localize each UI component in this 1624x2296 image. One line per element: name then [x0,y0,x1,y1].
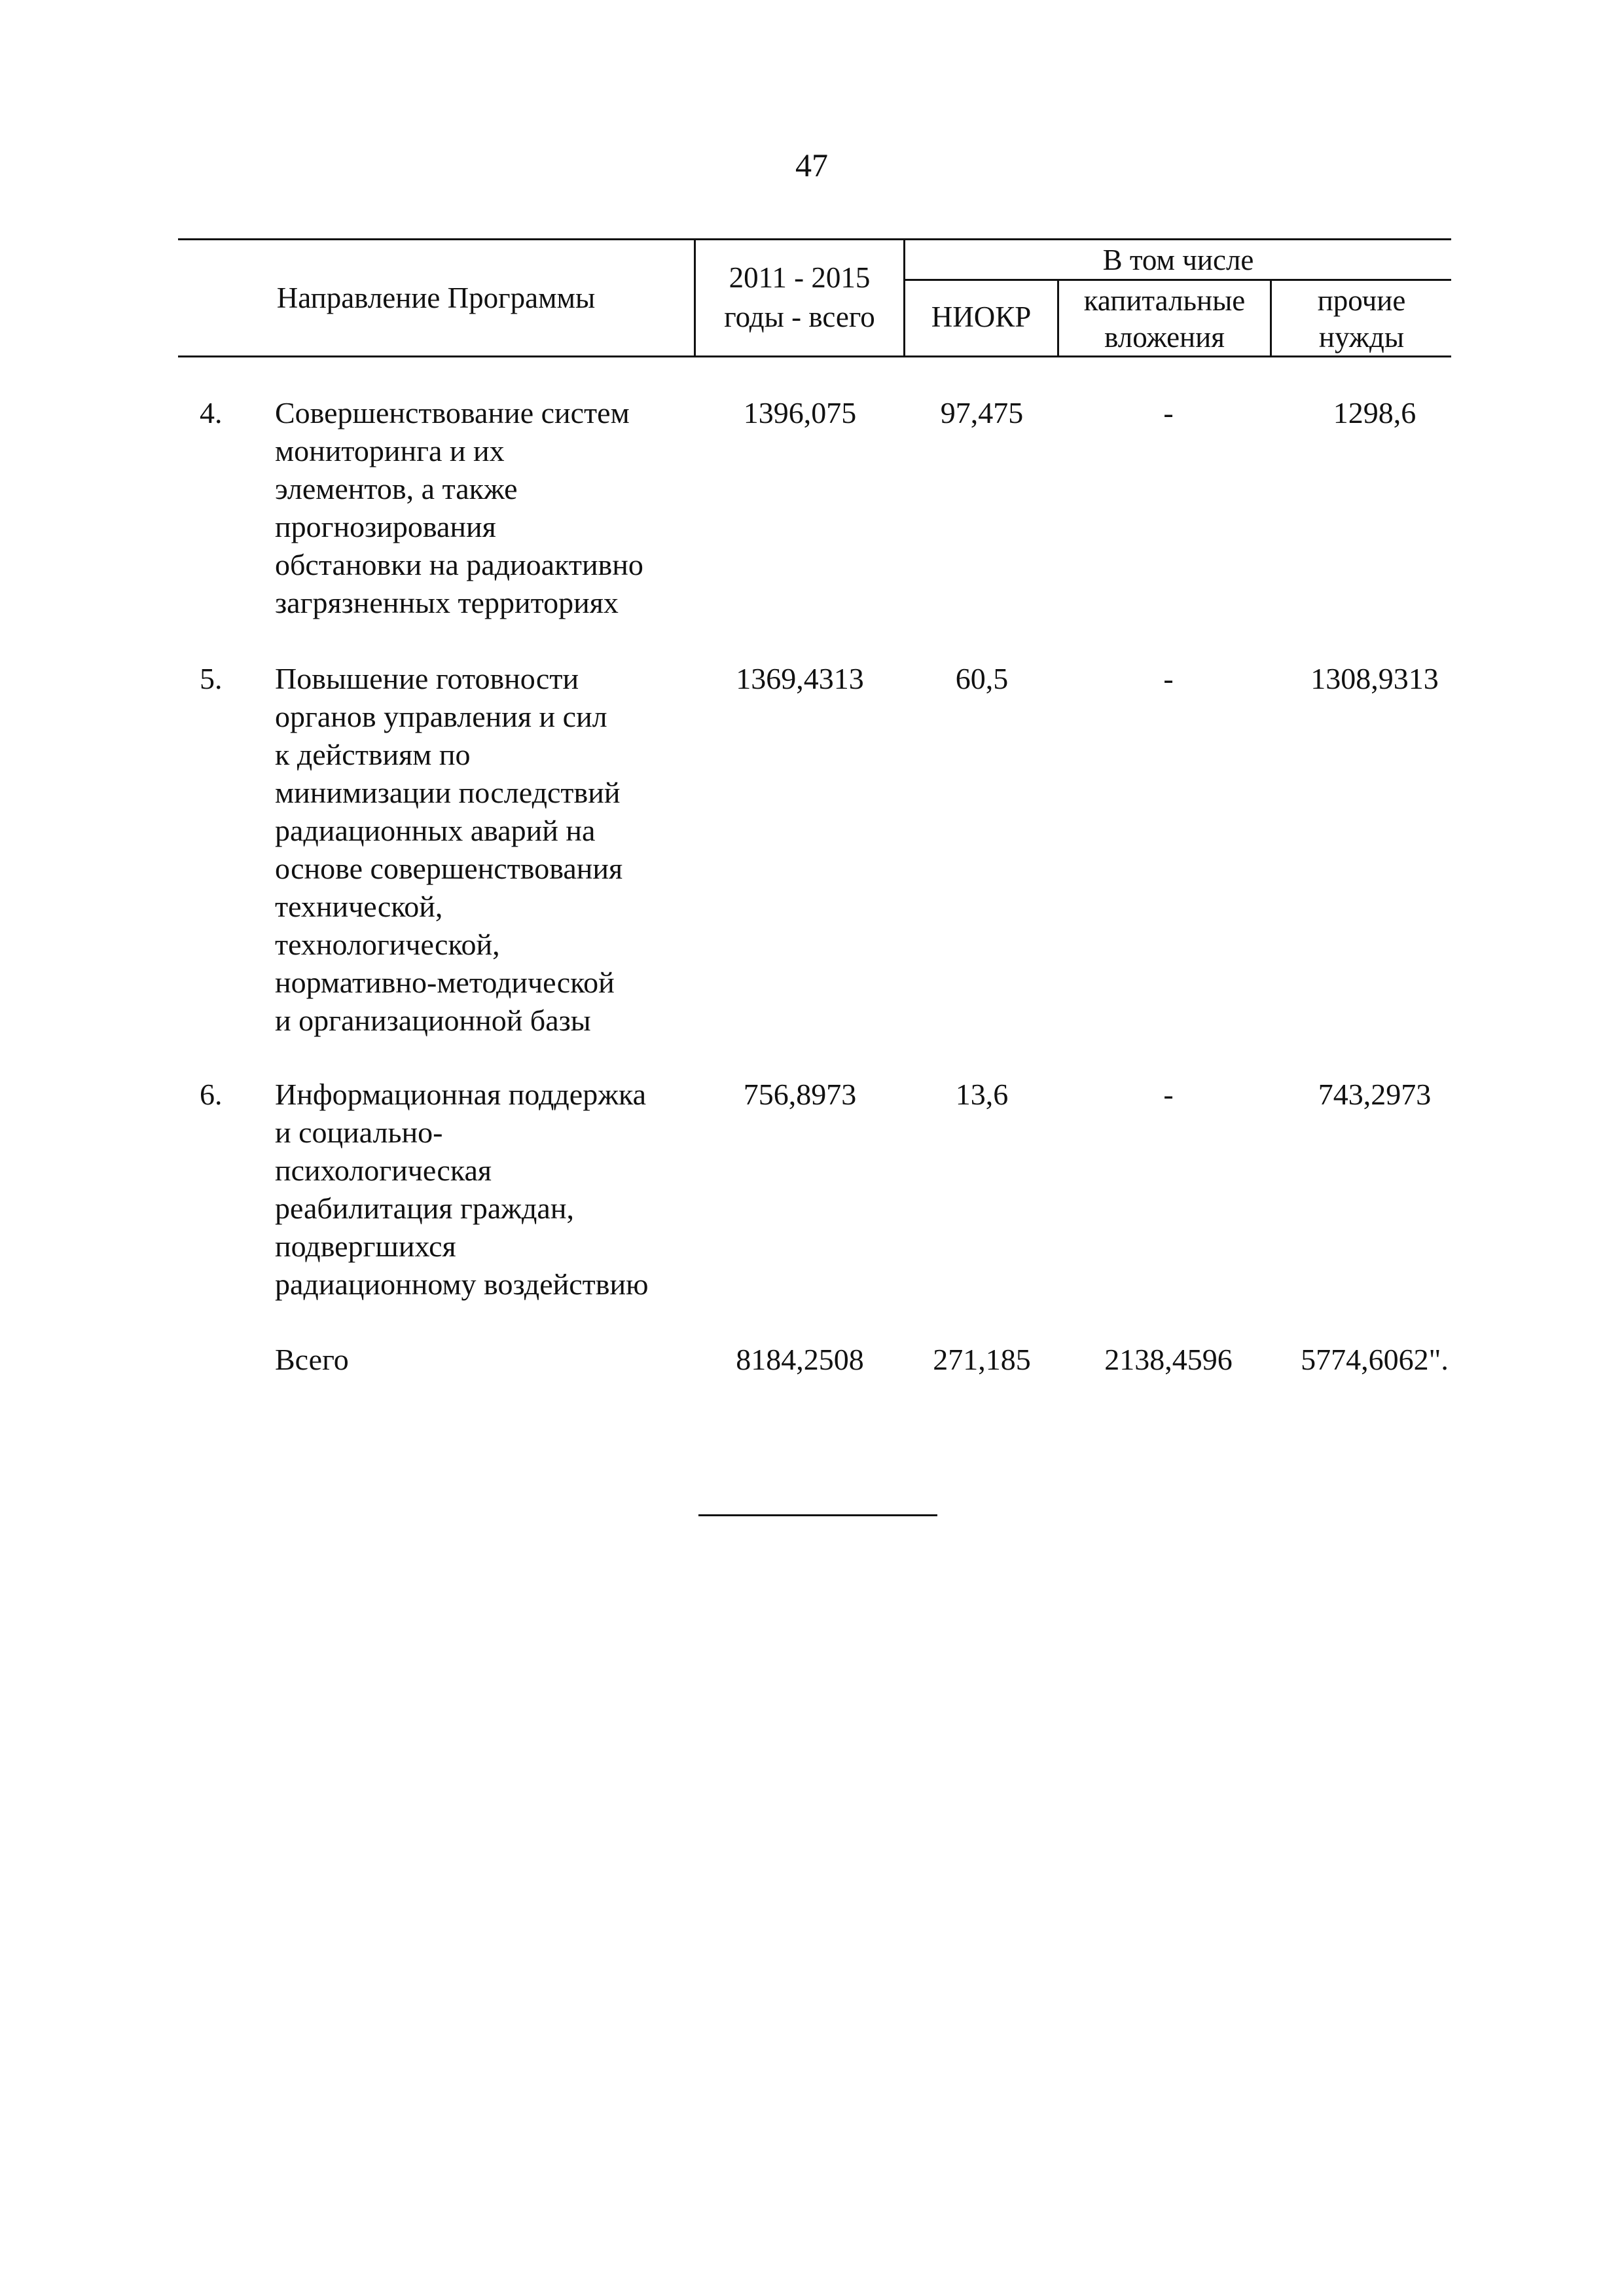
row-direction-line: нормативно-методической [275,966,615,999]
row-niokr: 13,6 [955,1078,1009,1111]
row-direction-line: технологической, [275,928,500,961]
row-total: 756,8973 [743,1078,857,1111]
row-number: 6. [200,1078,223,1111]
row-direction-line: подвергшихся [275,1230,456,1263]
row-direction-line: Информационная поддержка [275,1078,647,1111]
row-direction-line: элементов, а также [275,472,518,505]
header-niokr: НИОКР [931,301,1032,333]
row-total: 1369,4313 [736,662,864,695]
total-other: 5774,6062". [1301,1343,1449,1376]
header-total-line2: годы - всего [724,301,875,333]
row-direction-line: основе совершенствования [275,852,623,885]
row-direction-line: обстановки на радиоактивно [275,548,643,581]
row-total: 1396,075 [743,396,857,429]
row-direction-line: радиационных аварий на [275,814,596,847]
row-direction-line: Совершенствование систем [275,396,630,429]
row-direction-line: реабилитация граждан, [275,1192,574,1225]
header-other-line1: прочие [1317,284,1406,317]
header-including: В том числе [1102,244,1254,276]
total-capital: 2138,4596 [1104,1343,1233,1376]
page-number: 47 [795,147,828,183]
header-top-rule [178,238,1451,240]
row-direction-line: органов управления и сил [275,700,607,733]
row-other: 1298,6 [1333,396,1416,429]
footer-rule [698,1514,937,1516]
row-capital: - [1163,662,1174,695]
row-direction [275,1076,694,1303]
row-direction-line: и организационной базы [275,1004,591,1037]
row-direction-line: психологическая [275,1154,492,1187]
row-capital: - [1163,396,1174,429]
row-direction [275,394,694,622]
row-capital: - [1163,1078,1174,1111]
row-direction-line: Повышение готовности [275,662,579,695]
row-direction-line: к действиям по [275,738,471,771]
row-direction [275,660,694,1040]
header-capital-line1: капитальные [1083,284,1246,317]
row-other: 1308,9313 [1310,662,1439,695]
header-capital-line2: вложения [1104,321,1225,354]
row-direction-line: и социально- [275,1116,443,1149]
row-direction-line: загрязненных территориях [275,586,619,619]
row-direction-line: минимизации последствий [275,776,621,809]
total-niokr: 271,185 [933,1343,1031,1376]
row-direction-line: технической, [275,890,443,923]
total-sum: 8184,2508 [736,1343,864,1376]
row-other: 743,2973 [1318,1078,1432,1111]
row-number: 5. [200,662,223,695]
header-divider-1 [694,238,696,356]
row-direction-line: мониторинга и их [275,434,505,467]
row-niokr: 60,5 [955,662,1009,695]
row-number: 4. [200,396,223,429]
row-niokr: 97,475 [940,396,1024,429]
header-direction: Направление Программы [276,282,596,314]
row-direction-line: прогнозирования [275,510,496,543]
header-mid-rule [903,279,1451,281]
row-direction-line: радиационному воздействию [275,1267,649,1301]
header-total-line1: 2011 - 2015 [729,261,871,294]
header-other-line2: нужды [1318,321,1405,354]
total-label: Всего [275,1343,349,1376]
